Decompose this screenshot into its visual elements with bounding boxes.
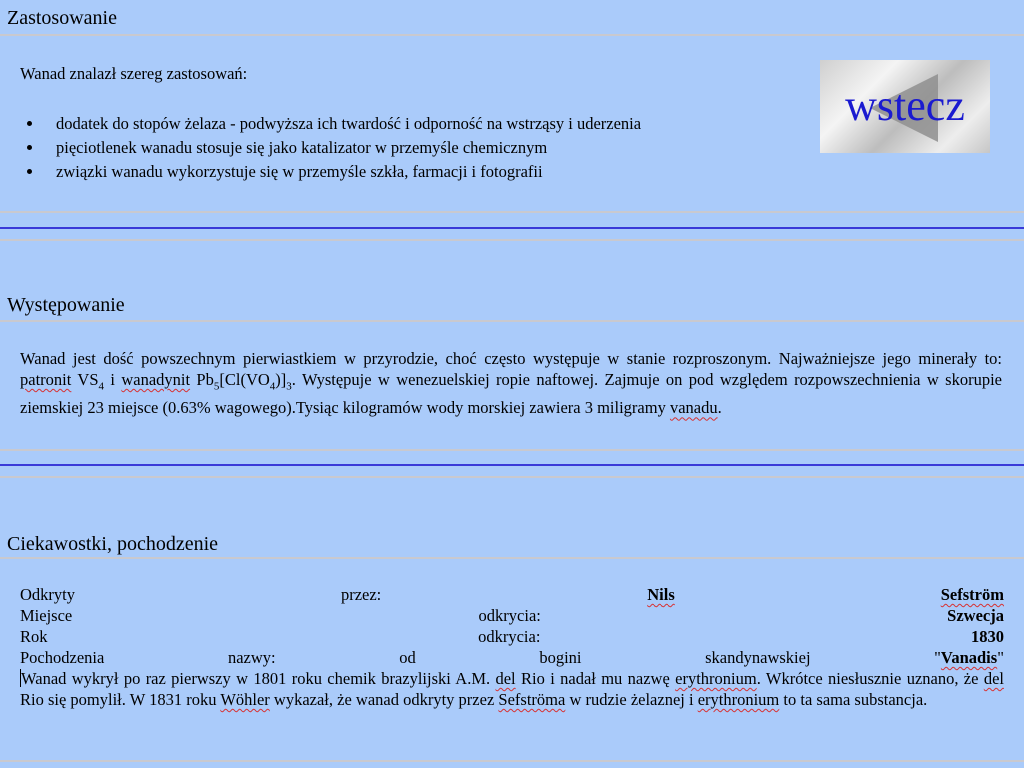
divider [0,557,1024,559]
divider [0,449,1024,451]
history-paragraph: Wanad wykrył po raz pierwszy w 1801 roku chemik brazylijski A.M. del Rio i nadał mu nazwę erythronium. Wkrótce niesłusznie uznano, że del Rio się pomylił. W 1831 roku Wöhler wykazał, że wanad odkryty przez Sefströma w rudzie żelaznej i erythronium to ta sama substancja. [20,669,1004,709]
occurrence-paragraph: Wanad jest dość powszechnym pierwiastkiem w przyrodzie, choć często występuje w stanie rozproszonym. Najważniejsze jego minerały to: patronit $VS_4$ i wanadynit $Pb_5[Cl(VO_4)]_3$. Występuje w wenezuelskiej ropie naftowej. Zajmuje on pod względem rozpowszechnienia w skorupie ziemskiej 23 miejsce (0.63% wagowego).Tysiąc kilogramów wody morskiej zawiera 3 miligramy vanadu. [20,349,1002,418]
section-separator [0,464,1024,466]
back-button[interactable] [820,60,990,153]
divider [0,211,1024,213]
section-title-ciekawostki: Ciekawostki, pochodzenie [7,533,219,555]
divider [0,239,1024,241]
bullet-icon [27,169,32,174]
list-item: dodatek do stopów żelaza - podwyższa ich twardość i odporność na wstrząsy i uderzenia [20,112,641,136]
fact-row-discoverer: Odkryty przez: Nils Sefström [20,585,1004,604]
divider [0,320,1024,322]
intro-text: Wanad znalazł szereg zastosowań: [20,64,248,83]
divider [0,34,1024,36]
list-item: pięciotlenek wanadu stosuje się jako katalizator w przemyśle chemicznym [20,136,641,160]
fact-row-name-origin: Pochodzenia nazwy: od bogini skandynawskiej "Vanadis" [20,648,1004,667]
bullet-icon [27,145,32,150]
applications-list [20,112,641,184]
facts-block [20,584,1004,710]
section-separator [0,227,1024,229]
divider [0,476,1024,478]
divider [0,760,1024,762]
section-title-zastosowanie: Zastosowanie [7,7,117,29]
fact-row-place: Miejsce odkrycia: Szwecja [20,606,1004,625]
fact-row-year: Rok odkrycia: 1830 [20,627,1004,646]
list-item: związki wanadu wykorzystuje się w przemyśle szkła, farmacji i fotografii [20,160,641,184]
section-title-wystepowanie: Występowanie [7,294,125,316]
bullet-icon [27,121,32,126]
back-button-label: wstecz [845,81,965,130]
